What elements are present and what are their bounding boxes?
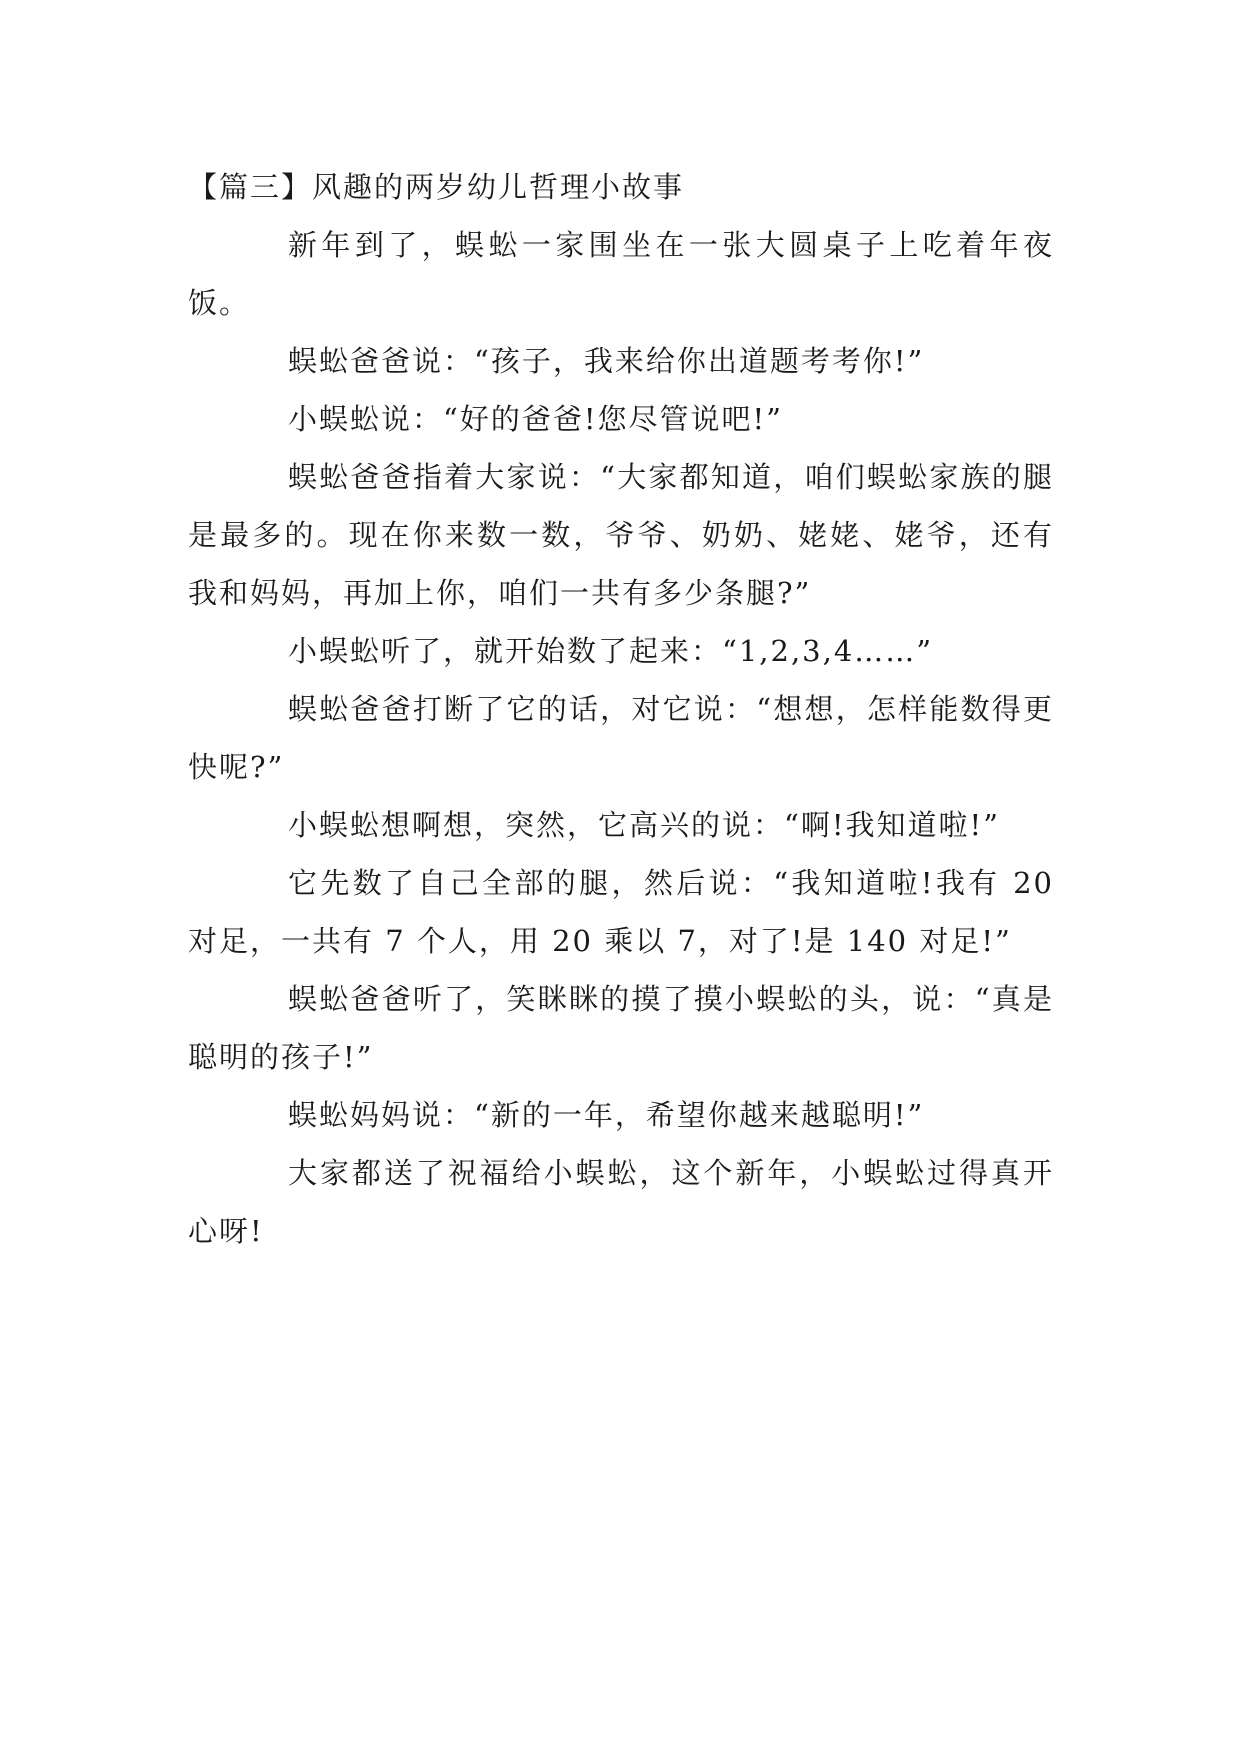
paragraph: 小蜈蚣想啊想，突然，它高兴的说：“啊!我知道啦!”: [288, 808, 1000, 842]
paragraph: 蜈蚣爸爸说：“孩子，我来给你出道题考考你!”: [288, 344, 925, 378]
paragraph: 蜈蚣爸爸听了，笑眯眯的摸了摸小蜈蚣的头，说：“真是聪明的孩子!”: [188, 982, 1054, 1074]
paragraph: 蜈蚣妈妈说：“新的一年，希望你越来越聪明!”: [288, 1098, 925, 1132]
document-body: [188, 158, 1054, 1260]
paragraph: 蜈蚣爸爸指着大家说：“大家都知道，咱们蜈蚣家族的腿是最多的。现在你来数一数，爷爷、奶奶、姥姥、姥爷，还有我和妈妈，再加上你，咱们一共有多少条腿?”: [188, 460, 1054, 610]
paragraph: 小蜈蚣听了，就开始数了起来：“1,2,3,4……”: [288, 634, 934, 668]
paragraph: 小蜈蚣说：“好的爸爸!您尽管说吧!”: [288, 402, 783, 436]
paragraph: 它先数了自己全部的腿，然后说：“我知道啦!我有 20 对足，一共有 7 个人，用 20 乘以 7，对了!是 140 对足!”: [188, 866, 1054, 958]
paragraph: 大家都送了祝福给小蜈蚣，这个新年，小蜈蚣过得真开心呀!: [188, 1156, 1054, 1248]
paragraph: 蜈蚣爸爸打断了它的话，对它说：“想想，怎样能数得更快呢?”: [188, 692, 1054, 784]
paragraph: 新年到了，蜈蚣一家围坐在一张大圆桌子上吃着年夜饭。: [188, 228, 1054, 320]
document-title: 【篇三】风趣的两岁幼儿哲理小故事: [188, 170, 685, 204]
